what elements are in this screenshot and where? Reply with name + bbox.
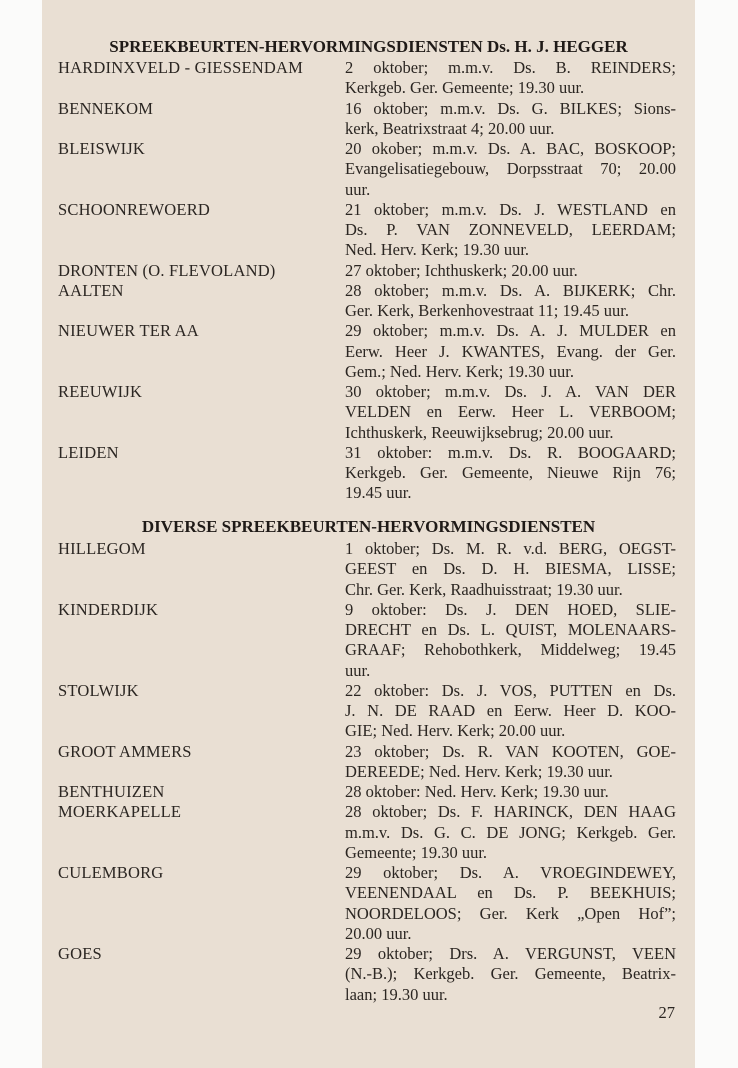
list-item xyxy=(58,539,678,600)
list-item xyxy=(58,99,678,140)
detail-line: 20 okober; m.m.v. Ds. A. BAC, BOSKOOP; xyxy=(345,139,676,158)
list-item xyxy=(58,281,678,322)
service-details xyxy=(345,200,676,261)
detail-line: 29 oktober; Ds. A. VROEGINDEWEY, xyxy=(345,863,676,882)
service-details xyxy=(345,261,676,281)
list-item xyxy=(58,742,678,783)
detail-line: Kerkgeb. Ger. Gemeente; 19.30 uur. xyxy=(345,78,585,98)
place-name: BENNEKOM xyxy=(58,98,154,118)
detail-line: 28 oktober; m.m.v. Ds. A. BIJKERK; Chr. xyxy=(345,280,676,300)
service-details xyxy=(345,802,676,863)
place-name: AALTEN xyxy=(58,280,124,300)
detail-line: Gemeente; 19.30 uur. xyxy=(345,842,488,862)
section-title-hegger: SPREEKBEURTEN-HERVORMINGSDIENSTEN Ds. H. J. HEGGER xyxy=(109,37,628,56)
detail-line: 30 oktober; m.m.v. Ds. J. A. VAN DER xyxy=(345,382,676,401)
section-title-diverse: DIVERSE SPREEKBEURTEN-HERVORMINGSDIENSTEN xyxy=(141,517,596,536)
service-details xyxy=(345,863,676,944)
detail-line: Eerw. Heer J. KWANTES, Evang. der Ger. xyxy=(345,341,676,361)
service-details xyxy=(345,58,676,99)
detail-line: 16 oktober; m.m.v. Ds. G. BILKES; Sions- xyxy=(345,98,676,118)
place-name: MOERKAPELLE xyxy=(58,802,182,822)
service-details xyxy=(345,281,676,322)
detail-line: NOORDELOOS; Ger. Kerk „Open Hof”; xyxy=(345,903,676,923)
list-item xyxy=(58,58,678,99)
list-item xyxy=(58,321,678,382)
service-details xyxy=(345,681,676,742)
place-name: BENTHUIZEN xyxy=(58,782,165,801)
detail-line: Kerkgeb. Ger. Gemeente, Nieuwe Rijn 76; xyxy=(345,463,676,482)
section-hegger-list xyxy=(58,58,678,504)
place-name: REEUWIJK xyxy=(58,382,143,401)
list-item xyxy=(58,944,678,1005)
detail-line: Ichthuskerk, Reeuwijksebrug; 20.00 uur. xyxy=(345,422,614,442)
place-name: DRONTEN (O. FLEVOLAND) xyxy=(58,260,276,280)
service-details xyxy=(345,600,676,681)
place-name: BLEISWIJK xyxy=(58,139,146,158)
place-name: HARDINXVELD - GIESSENDAM xyxy=(58,58,303,77)
detail-line: 28 oktober; Ds. F. HARINCK, DEN HAAG xyxy=(345,802,676,822)
place-name: GOES xyxy=(58,944,102,963)
place-name: NIEUWER TER AA xyxy=(58,321,199,341)
detail-line: 23 oktober; Ds. R. VAN KOOTEN, GOE- xyxy=(345,741,676,761)
detail-line: 29 oktober; m.m.v. Ds. A. J. MULDER en xyxy=(345,321,676,341)
detail-line: 29 oktober; Drs. A. VERGUNST, VEEN xyxy=(345,944,676,963)
place-name: SCHOONREWOERD xyxy=(58,199,211,219)
list-item xyxy=(58,863,678,944)
place-name: STOLWIJK xyxy=(58,680,139,700)
list-item xyxy=(58,200,678,261)
detail-line: VEENENDAAL en Ds. P. BEEKHUIS; xyxy=(345,883,676,903)
detail-line: 1 oktober; Ds. M. R. v.d. BERG, OEGST- xyxy=(345,539,676,558)
list-item xyxy=(58,382,678,443)
detail-line: Ds. P. VAN ZONNEVELD, LEERDAM; xyxy=(345,220,676,239)
detail-line: 20.00 uur. xyxy=(345,923,412,943)
detail-line: kerk, Beatrixstraat 4; 20.00 uur. xyxy=(345,118,555,138)
detail-line: Chr. Ger. Kerk, Raadhuisstraat; 19.30 uur. xyxy=(345,579,623,599)
detail-line: VELDEN en Eerw. Heer L. VERBOOM; xyxy=(345,402,676,422)
service-details xyxy=(345,99,676,140)
detail-line: 9 oktober: Ds. J. DEN HOED, SLIE- xyxy=(345,599,676,619)
service-details xyxy=(345,382,676,443)
detail-line: Ned. Herv. Kerk; 19.30 uur. xyxy=(345,240,530,260)
service-details xyxy=(345,742,676,783)
list-item xyxy=(58,600,678,681)
detail-line: 31 oktober: m.m.v. Ds. R. BOOGAARD; xyxy=(345,442,676,462)
list-item xyxy=(58,802,678,863)
detail-line: 27 oktober; Ichthuskerk; 20.00 uur. xyxy=(345,260,578,280)
service-details xyxy=(345,782,676,802)
detail-line: 19.45 uur. xyxy=(345,483,412,503)
service-details xyxy=(345,944,676,1005)
detail-line: (N.-B.); Kerkgeb. Ger. Gemeente, Beatrix- xyxy=(345,964,676,984)
service-details xyxy=(345,539,676,600)
place-name: LEIDEN xyxy=(58,442,119,462)
detail-line: m.m.v. Ds. G. C. DE JONG; Kerkgeb. Ger. xyxy=(345,822,676,842)
detail-line: GIE; Ned. Herv. Kerk; 20.00 uur. xyxy=(345,721,566,741)
place-name: HILLEGOM xyxy=(58,539,146,558)
detail-line: GRAAF; Rehobothkerk, Middelweg; 19.45 xyxy=(345,640,676,660)
list-item xyxy=(58,782,678,802)
detail-line: Gem.; Ned. Herv. Kerk; 19.30 uur. xyxy=(345,361,574,381)
detail-line: 28 oktober: Ned. Herv. Kerk; 19.30 uur. xyxy=(345,782,609,801)
list-item xyxy=(58,443,678,504)
detail-line: 21 oktober; m.m.v. Ds. J. WESTLAND en xyxy=(345,199,676,219)
list-item xyxy=(58,139,678,200)
list-item xyxy=(58,261,678,281)
detail-line: laan; 19.30 uur. xyxy=(345,984,448,1004)
detail-line: Evangelisatiegebouw, Dorpsstraat 70; 20.00 xyxy=(345,159,676,179)
place-name: KINDERDIJK xyxy=(58,599,159,619)
detail-line: GEEST en Ds. D. H. BIESMA, LISSE; xyxy=(345,559,676,579)
detail-line: DEREEDE; Ned. Herv. Kerk; 19.30 uur. xyxy=(345,761,613,781)
place-name: CULEMBORG xyxy=(58,863,164,882)
detail-line: Ger. Kerk, Berkenhovestraat 11; 19.45 uur. xyxy=(345,301,629,320)
service-details xyxy=(345,321,676,382)
detail-line: 2 oktober; m.m.v. Ds. B. REINDERS; xyxy=(345,58,676,77)
detail-line: J. N. DE RAAD en Eerw. Heer D. KOO- xyxy=(345,701,676,720)
page-number: 27 xyxy=(658,1003,675,1022)
service-details xyxy=(345,443,676,504)
detail-line: uur. xyxy=(345,660,371,680)
place-name: GROOT AMMERS xyxy=(58,741,192,761)
detail-line: 22 oktober: Ds. J. VOS, PUTTEN en Ds. xyxy=(345,680,676,700)
detail-line: uur. xyxy=(345,179,371,199)
service-details xyxy=(345,139,676,200)
list-item xyxy=(58,681,678,742)
detail-line: DRECHT en Ds. L. QUIST, MOLENAARS- xyxy=(345,620,676,639)
section-diverse-list xyxy=(58,539,678,1005)
